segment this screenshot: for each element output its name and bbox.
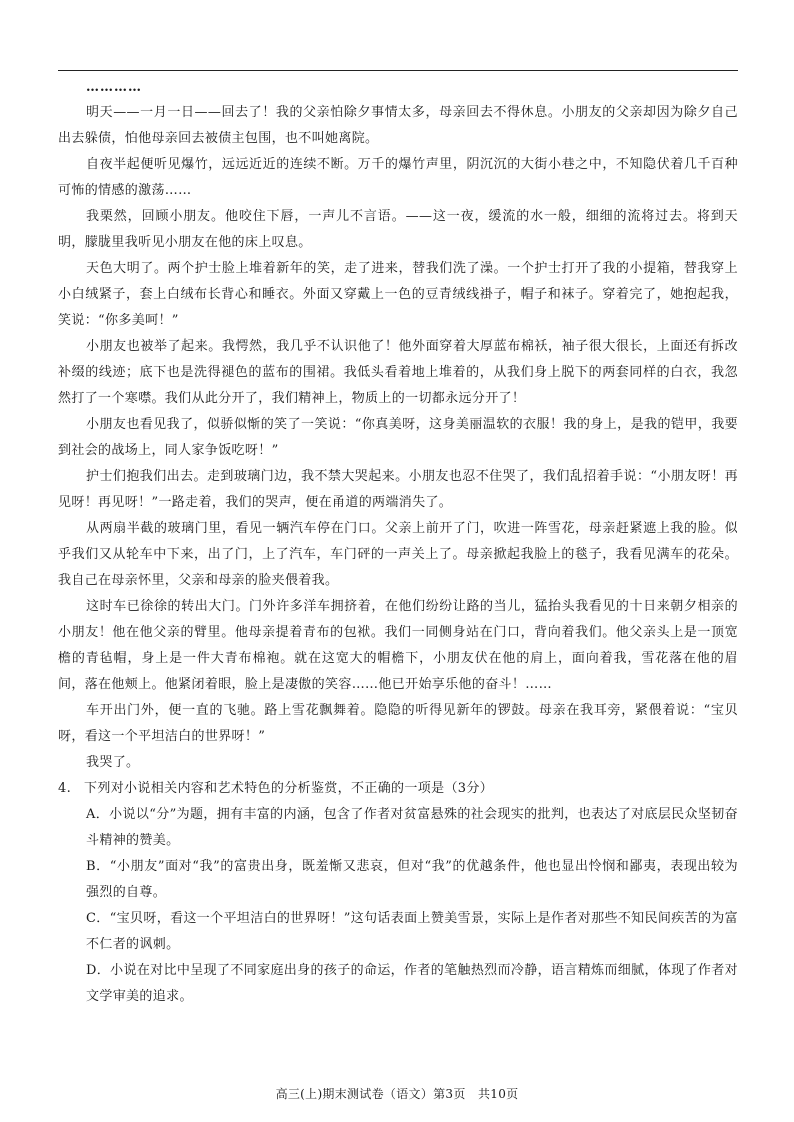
story-paragraph-4: 天色大明了。两个护士脸上堆着新年的笑，走了进来，替我们洗了澡。一个护士打开了我的小提箱，替我穿上小白绒紧子，套上白绒布长背心和睡衣。外面又穿戴上一色的豆青绒线褂子，帽子和袜子。穿着完了，她抱起我，笑说：“你多美呵！” [58,261,738,328]
option-a-key: A． [86,807,110,822]
story-paragraph-6: 小朋友也看见我了，似骄似惭的笑了一笑说：“你真美呀，这身美丽温软的衣服！我的身上，是我的铠甲，我要到社会的战场上，同人家争饭吃呀！” [58,417,738,458]
option-a [86,802,738,854]
story-paragraph-8: 从两扇半截的玻璃门里，看见一辆汽车停在门口。父亲上前开了门，吹进一阵雪花，母亲赶紧遮上我的脸。似乎我们又从轮车中下来，出了门，上了汽车，车门砰的一声关上了。母亲掀起我脸上的毯子，我看见满车的花朵。我自己在母亲怀里，父亲和母亲的脸夹偎着我。 [58,521,738,588]
option-b [86,854,738,906]
option-c-text: “宝贝呀，看这一个平坦洁白的世界呀！”这句话表面上赞美雪景，实际上是作者对那些不知民间疾苦的为富不仁者的讽刺。 [86,911,739,952]
page-footer: 高三(上)期末测试卷（语文）第3页 共10页 [275,1087,519,1101]
story-paragraph-2: 自夜半起便听见爆竹，远远近近的连续不断。万千的爆竹声里，阴沉沉的大街小巷之中，不知隐伏着几千百种可怖的情感的激荡…… [58,157,738,198]
option-d-text: 小说在对比中呈现了不同家庭出身的孩子的命运，作者的笔触热烈而冷静，语言精炼而细腻，体现了作者对文学审美的追求。 [86,963,738,1004]
option-d [86,958,738,1010]
question-text: 下列对小说相关内容和艺术特色的分析鉴赏，不正确的一项是（3分） [84,781,494,796]
option-b-text: “小朋友”面对“我”的富贵出身，既羞惭又悲哀，但对“我”的优越条件，他也显出怜悯和鄙夷，表现出较为强烈的自尊。 [86,859,738,900]
story-paragraph-5: 小朋友也被举了起来。我愕然，我几乎不认识他了！他外面穿着大厚蓝布棉袄，袖子很大很长，上面还有拆改补缀的线迹；底下也是洗得褪色的蓝布的围裙。我低头看着地上堆着的，从我们身上脱下的两套同样的白衣，我忽然打了一个寒噤。我们从此分开了，我们精神上，物质上的一切都永远分开了！ [58,339,738,406]
story-paragraph-7: 护士们抱我们出去。走到玻璃门边，我不禁大哭起来。小朋友也忍不住哭了，我们乱招着手说：“小朋友呀！再见呀！再见呀！”一路走着，我们的哭声，便在甬道的两端消失了。 [58,469,738,510]
option-c [86,906,738,958]
option-c-key: C． [86,911,110,926]
exam-page-content [58,78,738,1010]
question-number: 4. [58,781,72,796]
story-paragraph-11: 我哭了。 [86,755,140,770]
option-a-text: 小说以“分”为题，拥有丰富的内涵，包含了作者对贫富悬殊的社会现实的批判，也表达了对底层民众坚韧奋斗精神的赞美。 [86,807,738,848]
story-paragraph-1: 明天——一月一日——回去了！我的父亲怕除夕事情太多，母亲回去不得休息。小朋友的父亲却因为除夕自己出去躲债，怕他母亲回去被债主包围，也不叫她离院。 [58,105,738,146]
story-paragraph-10: 车开出门外，便一直的飞驰。路上雪花飘舞着。隐隐的听得见新年的锣鼓。母亲在我耳旁，紧偎着说：“宝贝呀，看这一个平坦洁白的世界呀！” [58,703,738,744]
question-stem [58,776,738,802]
story-paragraph-9: 这时车已徐徐的转出大门。门外许多洋车拥挤着，在他们纷纷让路的当儿，猛抬头我看见的十日来朝夕相亲的小朋友！他在他父亲的臂里。他母亲提着青布的包袱。我们一同侧身站在门口，背向着我们。他父亲头上是一顶宽檐的青毡帽，身上是一件大青布棉袍。就在这宽大的帽檐下，小朋友伏在他的肩上，面向着我，雪花落在他的眉间，落在他颊上。他紧闭着眼，脸上是凄傲的笑容……他已开始享乐他的奋斗！…… [58,599,738,692]
ellipsis-marker: ………… [86,80,142,95]
header-rule [58,70,738,71]
option-d-key: D． [86,963,111,978]
story-paragraph-3: 我栗然，回顾小朋友。他咬住下唇，一声儿不言语。——这一夜，缓流的水一般，细细的流将过去。将到天明，朦胧里我听见小朋友在他的床上叹息。 [58,209,738,250]
option-b-key: B． [86,859,110,874]
